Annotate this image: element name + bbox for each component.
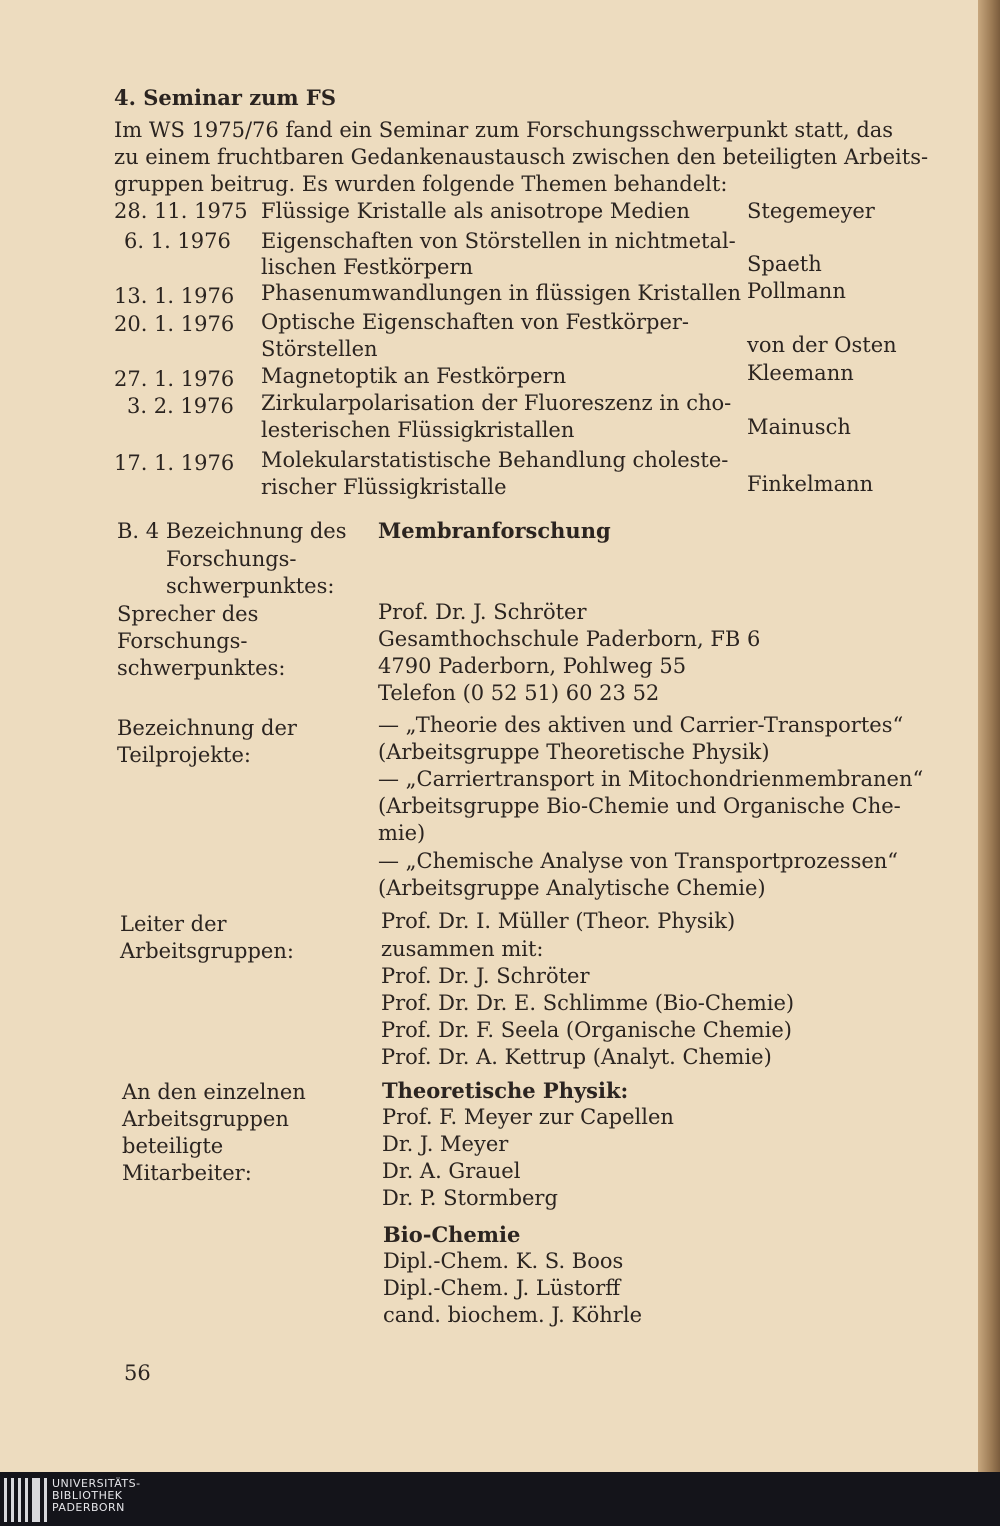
seminar-date: 13. 1. 1976: [114, 284, 235, 308]
seminar-date: 28. 11. 1975: [114, 199, 248, 223]
subproject-line: — „Theorie des aktiven und Carrier-Transportes“: [378, 713, 904, 737]
seminar-topic: Phasenumwandlungen in flüssigen Kristallen: [261, 281, 741, 305]
library-logo-line: PADERBORN: [52, 1501, 125, 1514]
speaker-label: Sprecher des: [117, 602, 259, 626]
seminar-speaker: von der Osten: [747, 333, 897, 357]
leader-line: Prof. Dr. J. Schröter: [381, 964, 590, 988]
speaker-label: schwerpunktes:: [117, 656, 286, 680]
subproject-line: — „Carriertransport in Mitochondrienmembranen“: [378, 767, 924, 791]
staff-label: Mitarbeiter:: [122, 1161, 252, 1185]
library-logo-text: [52, 1478, 141, 1514]
section-heading: 4. Seminar zum FS: [114, 85, 337, 110]
leader-line: Prof. Dr. Dr. E. Schlimme (Bio-Chemie): [381, 991, 795, 1015]
seminar-speaker: Finkelmann: [747, 472, 874, 496]
group-title-theoretical-physics: Theoretische Physik:: [382, 1078, 629, 1103]
staff-label: beteiligte: [122, 1134, 224, 1158]
seminar-date: 27. 1. 1976: [114, 367, 235, 391]
staff-label: Arbeitsgruppen: [122, 1107, 289, 1131]
seminar-topic: Zirkularpolarisation der Fluoreszenz in cho-: [261, 391, 732, 415]
seminar-topic: lesterischen Flüssigkristallen: [261, 418, 575, 442]
designation-label: Forschungs-: [166, 547, 297, 571]
leaders-label: Leiter der: [120, 912, 227, 936]
seminar-topic: Molekularstatistische Behandlung choleste-: [261, 448, 729, 472]
group-member: Dr. P. Stormberg: [382, 1186, 558, 1210]
book-page-edge: [978, 0, 1000, 1472]
seminar-speaker: Pollmann: [747, 279, 846, 303]
subproject-line: mie): [378, 821, 426, 845]
seminar-topic: Optische Eigenschaften von Festkörper-: [261, 310, 690, 334]
subproject-line: (Arbeitsgruppe Theoretische Physik): [378, 740, 770, 764]
speaker-value: Telefon (0 52 51) 60 23 52: [378, 681, 660, 705]
designation-label: schwerpunktes:: [166, 574, 335, 598]
group-member: cand. biochem. J. Köhrle: [383, 1303, 642, 1327]
designation-label: B. 4 Bezeichnung des: [117, 519, 347, 543]
library-logo-line: UNIVERSITÄTS-: [52, 1477, 141, 1490]
group-member: Dipl.-Chem. K. S. Boos: [383, 1249, 624, 1273]
seminar-speaker: Spaeth: [747, 252, 822, 276]
leaders-label: Arbeitsgruppen:: [120, 939, 294, 963]
seminar-date: 3. 2. 1976: [127, 394, 234, 418]
leader-line: zusammen mit:: [381, 937, 544, 961]
library-footer: [0, 1472, 1000, 1526]
subprojects-label: Teilprojekte:: [117, 743, 251, 767]
seminar-topic: Magnetoptik an Festkörpern: [261, 364, 567, 388]
group-member: Prof. F. Meyer zur Capellen: [382, 1105, 674, 1129]
seminar-topic: Flüssige Kristalle als anisotrope Medien: [261, 199, 690, 223]
subproject-line: (Arbeitsgruppe Analytische Chemie): [378, 876, 766, 900]
page-number: 56: [124, 1361, 151, 1385]
leader-line: Prof. Dr. A. Kettrup (Analyt. Chemie): [381, 1045, 772, 1069]
seminar-topic: lischen Festkörpern: [261, 255, 474, 279]
speaker-value: Gesamthochschule Paderborn, FB 6: [378, 627, 761, 651]
subprojects-label: Bezeichnung der: [117, 716, 297, 740]
group-title-biochemistry: Bio-Chemie: [383, 1222, 521, 1247]
seminar-topic: Störstellen: [261, 337, 378, 361]
library-logo-line: BIBLIOTHEK: [52, 1489, 123, 1502]
seminar-date: 20. 1. 1976: [114, 312, 235, 336]
seminar-date: 17. 1. 1976: [114, 451, 235, 475]
seminar-speaker: Stegemeyer: [747, 199, 875, 223]
group-member: Dr. J. Meyer: [382, 1132, 509, 1156]
leader-line: Prof. Dr. F. Seela (Organische Chemie): [381, 1018, 792, 1042]
seminar-date: 6. 1. 1976: [124, 229, 231, 253]
speaker-value: 4790 Paderborn, Pohlweg 55: [378, 654, 687, 678]
subproject-line: (Arbeitsgruppe Bio-Chemie und Organische Che-: [378, 794, 901, 818]
speaker-value: Prof. Dr. J. Schröter: [378, 600, 587, 624]
speaker-label: Forschungs-: [117, 629, 248, 653]
group-member: Dipl.-Chem. J. Lüstorff: [383, 1276, 621, 1300]
subproject-line: — „Chemische Analyse von Transportprozessen“: [378, 849, 899, 873]
seminar-topic: rischer Flüssigkristalle: [261, 475, 507, 499]
staff-label: An den einzelnen: [122, 1080, 306, 1104]
group-member: Dr. A. Grauel: [382, 1159, 521, 1183]
library-logo-icon: [4, 1478, 48, 1522]
intro-line: gruppen beitrug. Es wurden folgende Themen behandelt:: [114, 172, 728, 196]
intro-line: zu einem fruchtbaren Gedankenaustausch zwischen den beteiligten Arbeits-: [114, 145, 929, 169]
intro-line: Im WS 1975/76 fand ein Seminar zum Forschungsschwerpunkt statt, das: [114, 118, 894, 142]
seminar-speaker: Mainusch: [747, 415, 851, 439]
leader-line: Prof. Dr. I. Müller (Theor. Physik): [381, 909, 736, 933]
seminar-speaker: Kleemann: [747, 361, 854, 385]
seminar-topic: Eigenschaften von Störstellen in nichtmetal-: [261, 229, 736, 253]
designation-value: Membranforschung: [378, 518, 611, 543]
